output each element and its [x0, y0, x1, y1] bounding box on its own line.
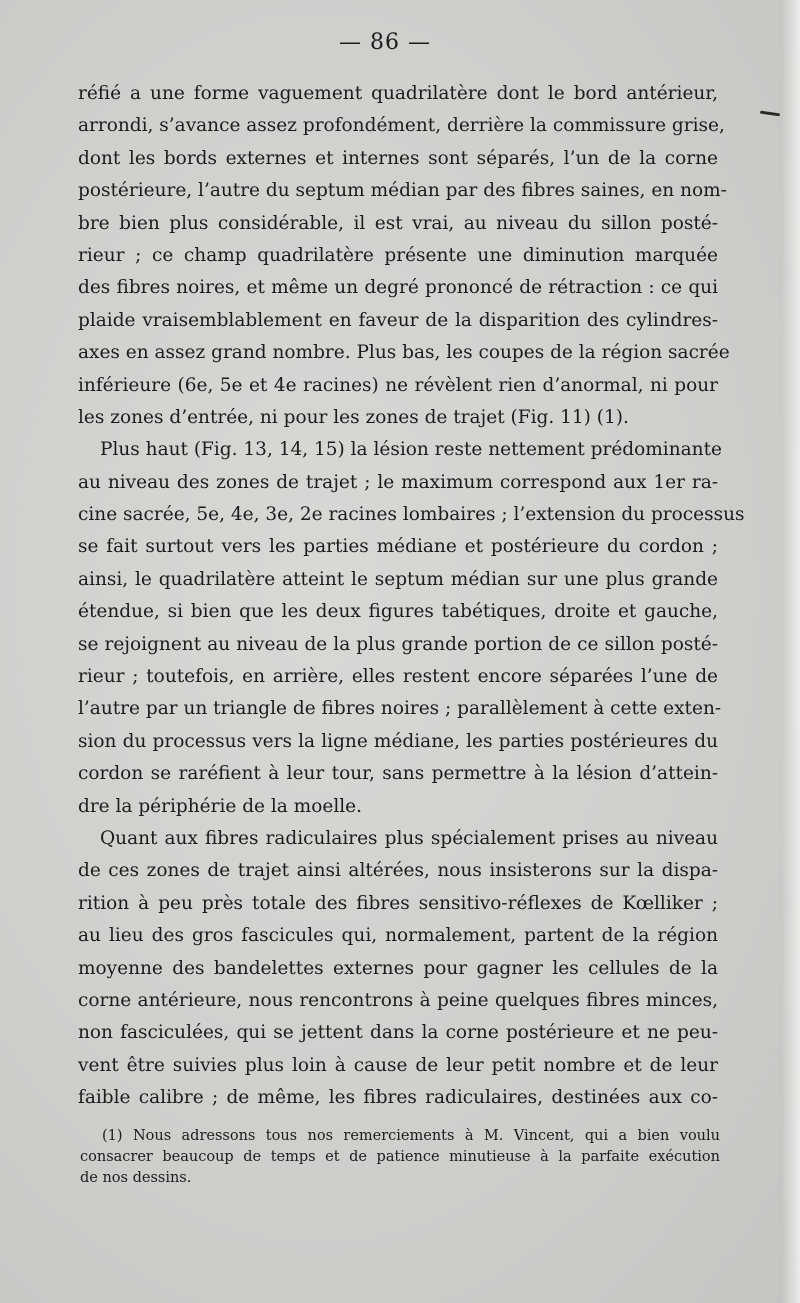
text-line: sion du processus vers la ligne médiane, les parties postérieures du [78, 730, 718, 752]
text-line: les zones d’entrée, ni pour les zones de trajet (Fig. 11) (1). [78, 406, 629, 428]
text-line: Quant aux fibres radiculaires plus spécialement prises au niveau [100, 827, 718, 849]
text-line: dont les bords externes et internes sont séparés, l’un de la corne [78, 147, 718, 169]
text-line: au niveau des zones de trajet ; le maximum correspond aux 1er ra- [78, 471, 718, 493]
text-line: ainsi, le quadrilatère atteint le septum médian sur une plus grande [78, 568, 718, 590]
text-line: rieur ; ce champ quadrilatère présente une diminution marquée [78, 244, 718, 266]
text-line: bre bien plus considérable, il est vrai, au niveau du sillon posté- [78, 212, 718, 234]
text-line: se rejoignent au niveau de la plus grande portion de ce sillon posté- [78, 633, 718, 655]
text-line: plaide vraisemblablement en faveur de la disparition des cylindres- [78, 309, 718, 331]
text-line: arrondi, s’avance assez profondément, derrière la commissure grise, [78, 115, 725, 137]
footnotes [80, 1126, 720, 1189]
text-line: moyenne des bandelettes externes pour gagner les cellules de la [78, 957, 718, 979]
text-line: cordon se raréfient à leur tour, sans permettre à la lésion d’attein- [78, 763, 718, 785]
text-line: l’autre par un triangle de fibres noires ; parallèlement à cette exten- [78, 698, 722, 720]
text-line: réfié a une forme vaguement quadrilatère dont le bord antérieur, [78, 83, 718, 104]
text-line: de ces zones de trajet ainsi altérées, nous insisterons sur la dispa- [78, 860, 718, 882]
text-line: cine sacrée, 5e, 4e, 3e, 2e racines lombaires ; l’extension du processus [78, 504, 745, 526]
footnote-line: (1) Nous adressons tous nos remerciements à M. Vincent, qui a bien voulu [102, 1128, 720, 1144]
text-line: se fait surtout vers les parties médiane et postérieure du cordon ; [78, 536, 718, 558]
text-line: étendue, si bien que les deux figures tabétiques, droite et gauche, [78, 601, 718, 623]
text-line: inférieure (6e, 5e et 4e racines) ne révèlent rien d’anormal, ni pour [78, 374, 718, 396]
text-line: rieur ; toutefois, en arrière, elles restent encore séparées l’une de [78, 666, 718, 688]
margin-mark [760, 111, 780, 117]
text-line: dre la périphérie de la moelle. [78, 795, 362, 817]
text-line: des fibres noires, et même un degré prononcé de rétraction : ce qui [78, 277, 718, 299]
text-line: vent être suivies plus loin à cause de leur petit nombre et de leur [78, 1054, 718, 1076]
page-number: — 86 — [339, 30, 431, 55]
text-line: corne antérieure, nous rencontrons à peine quelques fibres minces, [78, 989, 718, 1011]
text-line: au lieu des gros fascicules qui, normalement, partent de la région [78, 925, 718, 947]
text-line: Plus haut (Fig. 13, 14, 15) la lésion reste nettement prédominante [100, 439, 722, 461]
body-text [78, 78, 745, 1115]
text-line: postérieure, l’autre du septum médian par des fibres saines, en nom- [78, 180, 727, 202]
footnote-line: consacrer beaucoup de temps et de patience minutieuse à la parfaite exécution [80, 1149, 720, 1165]
text-line: non fasciculées, qui se jettent dans la corne postérieure et ne peu- [78, 1022, 718, 1044]
text-line: faible calibre ; de même, les fibres radiculaires, destinées aux co- [78, 1087, 718, 1109]
text-line: axes en assez grand nombre. Plus bas, les coupes de la région sacrée [78, 342, 730, 364]
footnote-line: de nos dessins. [80, 1170, 192, 1186]
text-line: rition à peu près totale des fibres sensitivo-réflexes de Kœlliker ; [78, 892, 718, 914]
